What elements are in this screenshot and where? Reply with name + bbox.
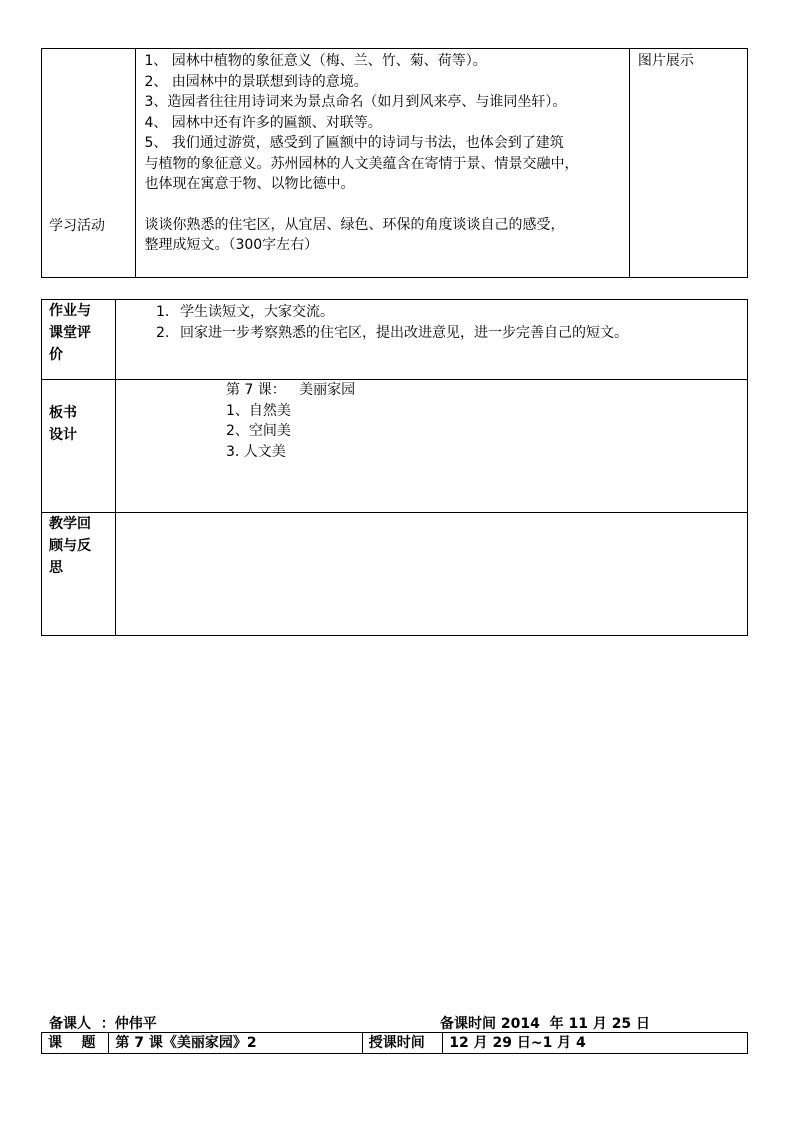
homework-item bbox=[156, 323, 747, 344]
review-label: 教学回 bbox=[49, 516, 91, 532]
task-line: 整理成短文。（300字左右） bbox=[144, 237, 319, 253]
activity-item: 3、造园者往往用诗词来为景点命名（如月到风来亭、与谁同坐轩）。 bbox=[144, 94, 567, 110]
review-label: 顾与反 bbox=[49, 538, 91, 554]
topic-value: 第 7 课《美丽家园》2 bbox=[109, 1033, 362, 1054]
homework-label-cell bbox=[42, 300, 116, 380]
homework-label: 价 bbox=[49, 347, 63, 363]
homework-text: 学生读短文，大家交流。 bbox=[180, 304, 334, 320]
review-label-cell bbox=[42, 513, 116, 636]
homework-num: 2. bbox=[156, 324, 170, 341]
evaluation-table bbox=[41, 299, 748, 636]
activity-table bbox=[41, 48, 748, 278]
homework-item bbox=[156, 302, 747, 323]
blank-line bbox=[144, 195, 628, 215]
board-label: 设计 bbox=[49, 427, 77, 443]
side-note-cell bbox=[629, 49, 747, 278]
board-item: 2、空间美 bbox=[226, 423, 291, 439]
preparer: 备课人 ：仲伟平 bbox=[49, 1016, 157, 1032]
activity-item: 也体现在寓意于物、以物比德中。 bbox=[144, 176, 355, 192]
review-label: 思 bbox=[49, 560, 63, 576]
board-label: 板书 bbox=[49, 405, 77, 421]
task-line: 谈谈你熟悉的住宅区，从宜居、绿色、环保的角度谈谈自己的感受， bbox=[144, 216, 565, 233]
prep-time: 备课时间 2014 年 11 月 25 日 bbox=[440, 1016, 651, 1032]
activity-content-cell bbox=[136, 49, 629, 278]
activity-item: 与植物的象征意义。苏州园林的人文美蕴含在寄情于景、情景交融中， bbox=[144, 155, 579, 172]
board-item: 3. 人文美 bbox=[226, 443, 286, 460]
time-label: 授课时间 bbox=[362, 1033, 442, 1054]
board-content-cell bbox=[116, 380, 748, 513]
side-note: 图片展示 bbox=[637, 53, 694, 69]
activity-label-cell bbox=[42, 49, 136, 278]
activity-item: 4、 园林中还有许多的匾额、对联等。 bbox=[144, 114, 382, 131]
activity-item: 1、 园林中植物的象征意义（梅、兰、竹、菊、荷等）。 bbox=[144, 53, 487, 69]
homework-label: 作业与 bbox=[49, 303, 91, 319]
homework-text: 回家进一步考察熟悉的住宅区，提出改进意见，进一步完善自己的短文。 bbox=[180, 324, 628, 341]
homework-num: 1. bbox=[156, 304, 170, 320]
homework-label: 课堂评 bbox=[49, 325, 91, 341]
course-table bbox=[41, 1032, 748, 1054]
board-label-cell bbox=[42, 380, 116, 513]
topic-label: 课 题 bbox=[42, 1033, 109, 1054]
board-title: 第 7 课： 美丽家园 bbox=[226, 382, 356, 398]
homework-content-cell bbox=[116, 300, 748, 380]
activity-item: 5、 我们通过游赏，感受到了匾额中的诗词与书法，也体会到了建筑 bbox=[144, 135, 564, 151]
activity-item: 2、 由园林中的景联想到诗的意境。 bbox=[144, 73, 368, 90]
review-content-cell bbox=[116, 513, 748, 636]
activity-label: 学习活动 bbox=[49, 218, 105, 234]
time-value: 12 月 29 日~1 月 4 bbox=[443, 1033, 748, 1054]
board-item: 1、自然美 bbox=[226, 402, 291, 419]
